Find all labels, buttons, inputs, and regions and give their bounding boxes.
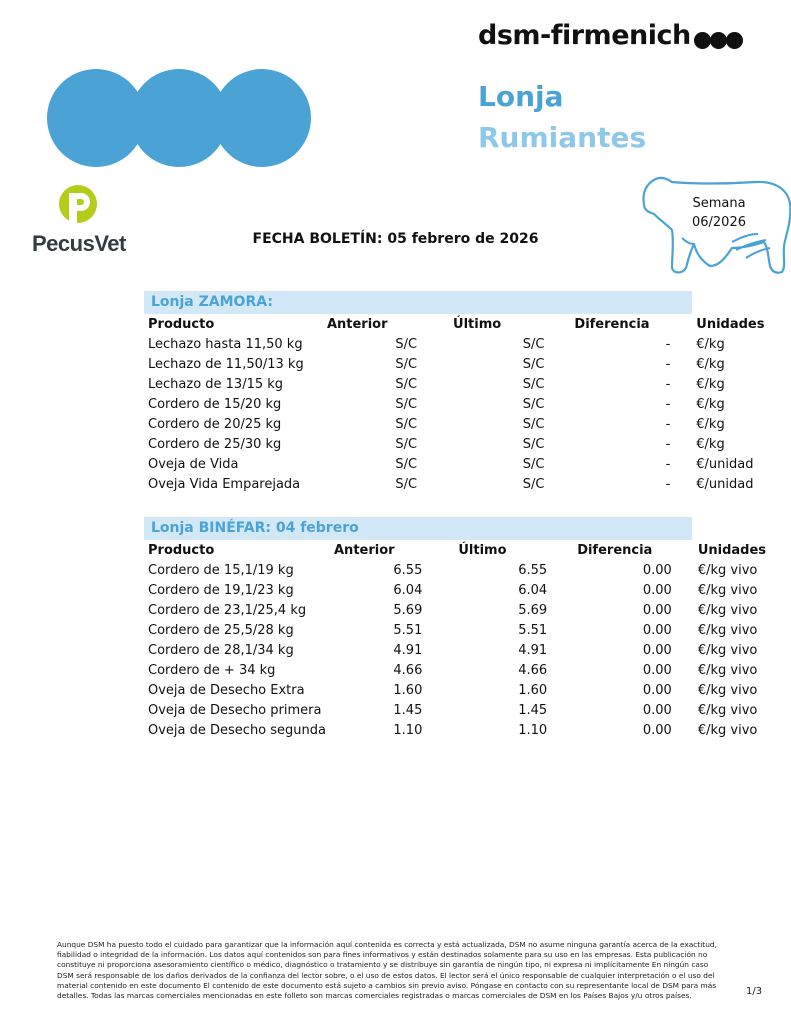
table-cell: - [665,377,671,392]
table-cell: Oveja de Desecho Extra [148,683,305,698]
table-cell: S/C [522,417,545,432]
col-header: Unidades [697,543,767,558]
table-cell: €/kg vivo [697,663,758,678]
table-cell: 5.69 [518,603,548,618]
table-cell: €/kg vivo [697,683,758,698]
brand-dots-icon [694,32,742,49]
table-cell: S/C [395,337,418,352]
brand-logo-text: dsm-firmenich [478,20,691,51]
table-cell: Lechazo hasta 11,50 kg [148,337,303,352]
table-cell: 0.00 [642,683,672,698]
table-cell: Cordero de 28,1/34 kg [148,643,294,658]
col-header: Producto [148,543,215,558]
table-row [148,335,791,355]
table-cell: €/unidad [696,457,754,472]
table-cell: Lechazo de 13/15 kg [148,377,284,392]
table-cell: Oveja de Desecho primera [148,703,322,718]
col-header: Anterior [334,543,395,558]
table-cell: 1.45 [393,703,423,718]
table-cell: €/kg vivo [697,703,758,718]
table-cell: S/C [395,417,418,432]
table-cell: 4.91 [393,643,423,658]
table-cell: 0.00 [642,723,672,738]
table-cell: €/kg vivo [697,603,758,618]
table-cell: Cordero de 25,5/28 kg [148,623,294,638]
page-title: Lonja [478,80,564,113]
table-cell: 1.10 [393,723,423,738]
table-cell: 0.00 [642,663,672,678]
table-cell: €/kg vivo [697,723,758,738]
week-value: 06/2026 [691,215,746,230]
table-cell: S/C [522,437,545,452]
table-cell: 1.60 [393,683,423,698]
legal-disclaimer: Aunque DSM ha puesto todo el cuidado para garantizar que la información aquí contenida es correcta y está actualizada, DSM no asume ninguna garantía acerca de la exactitud, fiabilidad o integridad de la información. Los datos aquí contenidos son para fines informativos y están destinados solamente para su uso en las empresas. Esta publicación no constituye ni proporciona asesoramiento científico o médico, diagnóstico o tratamiento y se distribuye sin garantía de ningún tipo, ni expresa ni implícitamente En ningún caso DSM será responsable de los daños derivados de la confianza del lector sobre, o el uso de estos datos. El lector será el único responsable de cualquier interpretación o el uso del material contenido en este documento El contenido de este documento está sujeto a cambios sin previo aviso. Póngase en contacto con su representante local de DSM para más detalles. Todas las marcas comerciales mencionadas en este folleto son marcas comerciales registradas o marcas comerciales de DSM en los Países Bajos y/u otros países. [57,940,717,1001]
table-row [148,435,791,455]
section-binefar-title: Lonja BINÉFAR: 04 febrero [144,517,692,540]
table-cell: 6.55 [518,563,548,578]
table-cell: S/C [395,477,418,492]
table-cell: - [665,437,671,452]
table-row [148,681,791,701]
table-cell: Cordero de 15/20 kg [148,397,282,412]
table-cell: €/unidad [696,477,754,492]
table-cell: 4.66 [393,663,423,678]
table-row [148,721,791,741]
table-cell: €/kg [696,357,725,372]
col-header: Último [453,317,502,332]
bulletin-date: FECHA BOLETÍN: 05 febrero de 2026 [252,231,539,247]
table-cell: S/C [522,377,545,392]
table-cell: S/C [395,397,418,412]
table-cell: S/C [395,457,418,472]
table-cell: Cordero de 23,1/25,4 kg [148,603,307,618]
table-cell: Lechazo de 11,50/13 kg [148,357,304,372]
table-cell: 1.45 [518,703,548,718]
page-number: 1/3 [746,986,763,997]
table-cell: - [665,457,671,472]
table-cell: S/C [522,357,545,372]
table-cell: Cordero de 15,1/19 kg [148,563,294,578]
table-row [148,561,791,581]
table-row [148,395,791,415]
table-row [148,475,791,495]
table-cell: Cordero de + 34 kg [148,663,276,678]
table-cell: - [665,417,671,432]
table-cell: €/kg vivo [697,643,758,658]
table-cell: 4.66 [518,663,548,678]
table-cell: €/kg [696,337,725,352]
col-header: Último [458,543,507,558]
table-header-row [148,315,791,335]
table-cell: Cordero de 20/25 kg [148,417,282,432]
table-cell: S/C [522,397,545,412]
table-cell: - [665,337,671,352]
table-header-row [148,541,791,561]
table-cell: - [665,477,671,492]
page-subtitle: Rumiantes [478,121,647,154]
table-cell: S/C [395,357,418,372]
pecusvet-name: PecusVet [32,231,126,256]
pecusvet-p-icon [32,185,124,231]
table-cell: 4.91 [518,643,548,658]
table-cell: Oveja de Desecho segunda [148,723,326,738]
table-cell: 5.69 [393,603,423,618]
table-cell: 6.55 [393,563,423,578]
table-cell: €/kg [696,417,725,432]
table-cell: €/kg vivo [697,563,758,578]
table-cell: 6.04 [518,583,548,598]
table-cell: €/kg [696,397,725,412]
table-cell: S/C [395,437,418,452]
table-cell: Cordero de 19,1/23 kg [148,583,294,598]
table-cell: €/kg vivo [697,623,758,638]
table-cell: Oveja de Vida [148,457,239,472]
table-cell: 5.51 [518,623,548,638]
table-cell: - [665,397,671,412]
col-header: Unidades [696,317,765,332]
table-row [148,621,791,641]
table-cell: 1.10 [518,723,548,738]
col-header: Producto [148,317,215,332]
table-cell: €/kg vivo [697,583,758,598]
table-cell: €/kg [696,377,725,392]
table-row [148,661,791,681]
col-header: Anterior [326,317,388,332]
table-row [148,701,791,721]
table-cell: 6.04 [393,583,423,598]
table-cell: 0.00 [642,623,672,638]
table-cell: Cordero de 25/30 kg [148,437,282,452]
table-cell: 0.00 [642,603,672,618]
table-cell: 1.60 [518,683,548,698]
table-row [148,581,791,601]
table-row [148,601,791,621]
table-cell: 0.00 [642,583,672,598]
binefar-price-table [148,541,791,741]
table-cell: S/C [522,457,545,472]
section-zamora-title: Lonja ZAMORA: [144,291,692,314]
col-header: Diferencia [577,543,653,558]
table-cell: €/kg [696,437,725,452]
zamora-price-table [148,315,791,495]
table-cell: Oveja Vida Emparejada [148,477,301,492]
table-row [148,375,791,395]
table-cell: 0.00 [642,643,672,658]
table-cell: 0.00 [642,563,672,578]
table-cell: S/C [522,477,545,492]
table-row [148,641,791,661]
table-cell: - [665,357,671,372]
table-cell: S/C [395,377,418,392]
table-cell: S/C [522,337,545,352]
table-row [148,415,791,435]
week-badge [664,194,774,232]
table-row [148,455,791,475]
col-header: Diferencia [574,317,650,332]
decorative-circles [47,69,312,167]
table-cell: 0.00 [642,703,672,718]
table-row [148,355,791,375]
week-label: Semana [692,196,746,211]
table-cell: 5.51 [393,623,423,638]
